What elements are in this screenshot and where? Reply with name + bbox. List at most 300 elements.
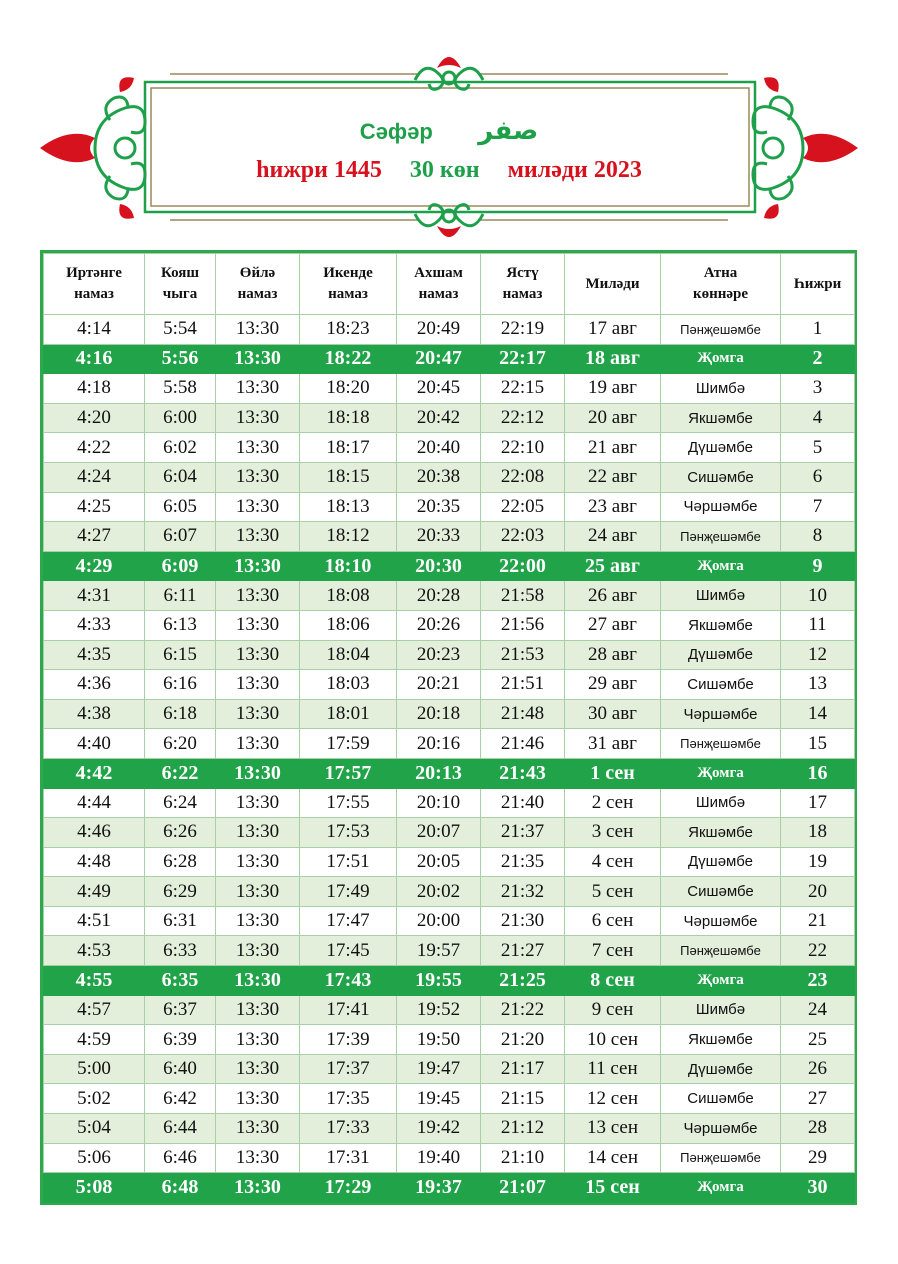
cell-hijri-day: 27 xyxy=(781,1084,855,1114)
cell-hijri-day: 1 xyxy=(781,315,855,345)
cell-weekday: Пәнҗешәмбе xyxy=(661,522,781,552)
cell-night-prayer: 21:48 xyxy=(481,699,565,729)
table-row xyxy=(44,877,855,907)
cell-noon-prayer: 13:30 xyxy=(216,670,300,700)
cell-sunrise: 6:42 xyxy=(145,1084,216,1114)
cell-weekday: Якшәмбе xyxy=(661,403,781,433)
cell-hijri-day: 20 xyxy=(781,877,855,907)
cell-gregorian-date: 1 сен xyxy=(565,758,661,788)
cell-sunrise: 6:37 xyxy=(145,995,216,1025)
cell-weekday: Җомга xyxy=(661,551,781,581)
cell-hijri-day: 18 xyxy=(781,818,855,848)
cell-hijri-day: 29 xyxy=(781,1143,855,1173)
cell-noon-prayer: 13:30 xyxy=(216,1054,300,1084)
cell-morning-prayer: 4:35 xyxy=(44,640,145,670)
cell-night-prayer: 21:32 xyxy=(481,877,565,907)
cell-hijri-day: 15 xyxy=(781,729,855,759)
cell-night-prayer: 22:15 xyxy=(481,374,565,404)
cell-evening-prayer: 20:13 xyxy=(397,758,481,788)
cell-hijri-day: 7 xyxy=(781,492,855,522)
cell-weekday: Чәршәмбе xyxy=(661,492,781,522)
cell-hijri-day: 4 xyxy=(781,403,855,433)
month-name-arabic: صفر xyxy=(478,116,539,146)
cell-gregorian-date: 15 сен xyxy=(565,1173,661,1203)
cell-morning-prayer: 4:53 xyxy=(44,936,145,966)
header-label: Иртәнге xyxy=(66,265,122,281)
cell-night-prayer: 21:15 xyxy=(481,1084,565,1114)
cell-afternoon-prayer: 18:03 xyxy=(300,670,397,700)
cell-noon-prayer: 13:30 xyxy=(216,906,300,936)
cell-sunrise: 5:54 xyxy=(145,315,216,345)
cell-sunrise: 6:20 xyxy=(145,729,216,759)
cell-noon-prayer: 13:30 xyxy=(216,936,300,966)
cell-afternoon-prayer: 18:06 xyxy=(300,610,397,640)
gregorian-year: миләди 2023 xyxy=(507,157,642,183)
header-noon-prayer xyxy=(216,254,300,315)
cell-night-prayer: 21:40 xyxy=(481,788,565,818)
cell-weekday: Чәршәмбе xyxy=(661,699,781,729)
cell-sunrise: 6:00 xyxy=(145,403,216,433)
cell-hijri-day: 22 xyxy=(781,936,855,966)
cell-afternoon-prayer: 18:01 xyxy=(300,699,397,729)
cell-noon-prayer: 13:30 xyxy=(216,1173,300,1203)
cell-afternoon-prayer: 17:41 xyxy=(300,995,397,1025)
cell-morning-prayer: 4:48 xyxy=(44,847,145,877)
cell-gregorian-date: 27 авг xyxy=(565,610,661,640)
cell-noon-prayer: 13:30 xyxy=(216,1025,300,1055)
table-row xyxy=(44,462,855,492)
cell-weekday: Дүшәмбе xyxy=(661,433,781,463)
cell-weekday: Дүшәмбе xyxy=(661,1054,781,1084)
table-row xyxy=(44,610,855,640)
header-label: көннәре xyxy=(692,286,749,302)
cell-evening-prayer: 20:07 xyxy=(397,818,481,848)
cell-weekday: Якшәмбе xyxy=(661,1025,781,1055)
cell-afternoon-prayer: 18:18 xyxy=(300,403,397,433)
cell-morning-prayer: 4:57 xyxy=(44,995,145,1025)
cell-noon-prayer: 13:30 xyxy=(216,610,300,640)
cell-morning-prayer: 4:44 xyxy=(44,788,145,818)
cell-weekday: Җомга xyxy=(661,1173,781,1203)
cell-sunrise: 6:40 xyxy=(145,1054,216,1084)
cell-noon-prayer: 13:30 xyxy=(216,1084,300,1114)
table-row xyxy=(44,818,855,848)
cell-sunrise: 6:33 xyxy=(145,936,216,966)
cell-hijri-day: 30 xyxy=(781,1173,855,1203)
cell-gregorian-date: 9 сен xyxy=(565,995,661,1025)
cell-noon-prayer: 13:30 xyxy=(216,966,300,996)
cell-morning-prayer: 4:46 xyxy=(44,818,145,848)
cell-noon-prayer: 13:30 xyxy=(216,788,300,818)
cell-evening-prayer: 19:47 xyxy=(397,1054,481,1084)
top-tulip-icon xyxy=(437,57,461,68)
cell-weekday: Пәнҗешәмбе xyxy=(661,936,781,966)
cell-noon-prayer: 13:30 xyxy=(216,403,300,433)
cell-afternoon-prayer: 18:20 xyxy=(300,374,397,404)
cell-noon-prayer: 13:30 xyxy=(216,551,300,581)
cell-sunrise: 6:31 xyxy=(145,906,216,936)
cell-evening-prayer: 20:45 xyxy=(397,374,481,404)
table-row xyxy=(44,1143,855,1173)
year-info xyxy=(0,157,898,191)
cell-gregorian-date: 6 сен xyxy=(565,906,661,936)
cell-morning-prayer: 4:42 xyxy=(44,758,145,788)
cell-afternoon-prayer: 17:33 xyxy=(300,1114,397,1144)
header-label: намаз xyxy=(74,286,114,302)
cell-gregorian-date: 31 авг xyxy=(565,729,661,759)
cell-night-prayer: 21:22 xyxy=(481,995,565,1025)
cell-noon-prayer: 13:30 xyxy=(216,1143,300,1173)
days-count: 30 көн xyxy=(409,157,480,183)
cell-evening-prayer: 20:47 xyxy=(397,344,481,374)
cell-evening-prayer: 19:45 xyxy=(397,1084,481,1114)
cell-noon-prayer: 13:30 xyxy=(216,433,300,463)
cell-weekday: Якшәмбе xyxy=(661,610,781,640)
cell-morning-prayer: 4:55 xyxy=(44,966,145,996)
cell-afternoon-prayer: 17:53 xyxy=(300,818,397,848)
cell-sunrise: 6:16 xyxy=(145,670,216,700)
cell-night-prayer: 21:25 xyxy=(481,966,565,996)
cell-gregorian-date: 22 авг xyxy=(565,462,661,492)
cell-morning-prayer: 4:38 xyxy=(44,699,145,729)
cell-evening-prayer: 20:02 xyxy=(397,877,481,907)
cell-evening-prayer: 20:23 xyxy=(397,640,481,670)
cell-gregorian-date: 28 авг xyxy=(565,640,661,670)
cell-gregorian-date: 10 сен xyxy=(565,1025,661,1055)
header-label: намаз xyxy=(418,286,459,302)
cell-sunrise: 6:46 xyxy=(145,1143,216,1173)
cell-morning-prayer: 4:16 xyxy=(44,344,145,374)
header-label: Ястү xyxy=(506,265,539,281)
cell-evening-prayer: 20:49 xyxy=(397,315,481,345)
table-row xyxy=(44,936,855,966)
cell-weekday: Пәнҗешәмбе xyxy=(661,1143,781,1173)
cell-noon-prayer: 13:30 xyxy=(216,877,300,907)
cell-morning-prayer: 4:29 xyxy=(44,551,145,581)
cell-night-prayer: 21:20 xyxy=(481,1025,565,1055)
cell-morning-prayer: 4:36 xyxy=(44,670,145,700)
cell-evening-prayer: 20:18 xyxy=(397,699,481,729)
cell-weekday: Пәнҗешәмбе xyxy=(661,729,781,759)
right-top-leaf-icon xyxy=(764,77,779,92)
cell-sunrise: 6:29 xyxy=(145,877,216,907)
cell-hijri-day: 17 xyxy=(781,788,855,818)
cell-gregorian-date: 8 сен xyxy=(565,966,661,996)
cell-weekday: Җомга xyxy=(661,966,781,996)
header-label: Ахшам xyxy=(414,265,463,281)
cell-evening-prayer: 20:26 xyxy=(397,610,481,640)
cell-night-prayer: 21:35 xyxy=(481,847,565,877)
table-row xyxy=(44,640,855,670)
table-row xyxy=(44,551,855,581)
header-label: Миләди xyxy=(585,275,640,292)
cell-night-prayer: 21:12 xyxy=(481,1114,565,1144)
cell-afternoon-prayer: 18:08 xyxy=(300,581,397,611)
top-center-ornament xyxy=(415,68,483,89)
cell-hijri-day: 25 xyxy=(781,1025,855,1055)
table-row xyxy=(44,1114,855,1144)
cell-evening-prayer: 19:42 xyxy=(397,1114,481,1144)
cell-gregorian-date: 29 авг xyxy=(565,670,661,700)
table-row xyxy=(44,847,855,877)
cell-hijri-day: 26 xyxy=(781,1054,855,1084)
cell-morning-prayer: 4:22 xyxy=(44,433,145,463)
cell-gregorian-date: 14 сен xyxy=(565,1143,661,1173)
cell-noon-prayer: 13:30 xyxy=(216,344,300,374)
cell-hijri-day: 2 xyxy=(781,344,855,374)
cell-noon-prayer: 13:30 xyxy=(216,699,300,729)
cell-weekday: Шимбә xyxy=(661,581,781,611)
cell-gregorian-date: 17 авг xyxy=(565,315,661,345)
cell-night-prayer: 21:10 xyxy=(481,1143,565,1173)
header-label: намаз xyxy=(237,286,278,302)
cell-noon-prayer: 13:30 xyxy=(216,492,300,522)
cell-afternoon-prayer: 18:13 xyxy=(300,492,397,522)
right-ornament xyxy=(753,77,858,218)
cell-morning-prayer: 5:02 xyxy=(44,1084,145,1114)
header-hijri-day xyxy=(781,254,855,315)
cell-evening-prayer: 20:42 xyxy=(397,403,481,433)
cell-weekday: Сишәмбе xyxy=(661,877,781,907)
cell-morning-prayer: 4:24 xyxy=(44,462,145,492)
cell-weekday: Шимбә xyxy=(661,788,781,818)
cell-evening-prayer: 19:52 xyxy=(397,995,481,1025)
cell-evening-prayer: 19:37 xyxy=(397,1173,481,1203)
cell-afternoon-prayer: 17:31 xyxy=(300,1143,397,1173)
cell-morning-prayer: 4:31 xyxy=(44,581,145,611)
cell-sunrise: 5:56 xyxy=(145,344,216,374)
cell-sunrise: 6:04 xyxy=(145,462,216,492)
cell-night-prayer: 22:19 xyxy=(481,315,565,345)
header-night-prayer xyxy=(481,254,565,315)
cell-morning-prayer: 4:20 xyxy=(44,403,145,433)
cell-noon-prayer: 13:30 xyxy=(216,1114,300,1144)
table-row xyxy=(44,729,855,759)
cell-afternoon-prayer: 17:49 xyxy=(300,877,397,907)
cell-afternoon-prayer: 17:39 xyxy=(300,1025,397,1055)
prayer-times-table xyxy=(40,250,857,1205)
cell-afternoon-prayer: 18:15 xyxy=(300,462,397,492)
cell-hijri-day: 5 xyxy=(781,433,855,463)
header-label: Кояш xyxy=(160,265,200,281)
cell-sunrise: 6:11 xyxy=(145,581,216,611)
table-row xyxy=(44,758,855,788)
cell-gregorian-date: 18 авг xyxy=(565,344,661,374)
cell-night-prayer: 22:00 xyxy=(481,551,565,581)
cell-night-prayer: 21:17 xyxy=(481,1054,565,1084)
cell-sunrise: 6:15 xyxy=(145,640,216,670)
cell-sunrise: 6:48 xyxy=(145,1173,216,1203)
frame-lines xyxy=(145,74,755,220)
cell-night-prayer: 21:53 xyxy=(481,640,565,670)
cell-morning-prayer: 4:33 xyxy=(44,610,145,640)
table-row xyxy=(44,1054,855,1084)
cell-hijri-day: 21 xyxy=(781,906,855,936)
cell-night-prayer: 21:30 xyxy=(481,906,565,936)
table-row xyxy=(44,906,855,936)
cell-weekday: Якшәмбе xyxy=(661,818,781,848)
cell-afternoon-prayer: 17:51 xyxy=(300,847,397,877)
cell-hijri-day: 23 xyxy=(781,966,855,996)
cell-night-prayer: 21:58 xyxy=(481,581,565,611)
cell-evening-prayer: 20:16 xyxy=(397,729,481,759)
cell-sunrise: 6:24 xyxy=(145,788,216,818)
cell-gregorian-date: 25 авг xyxy=(565,551,661,581)
cell-evening-prayer: 20:38 xyxy=(397,462,481,492)
left-bottom-leaf-icon xyxy=(119,204,134,219)
cell-weekday: Җомга xyxy=(661,344,781,374)
cell-evening-prayer: 19:40 xyxy=(397,1143,481,1173)
hijri-year: һижри 1445 xyxy=(256,157,382,183)
cell-sunrise: 6:26 xyxy=(145,818,216,848)
cell-afternoon-prayer: 18:17 xyxy=(300,433,397,463)
cell-hijri-day: 16 xyxy=(781,758,855,788)
cell-sunrise: 6:13 xyxy=(145,610,216,640)
cell-evening-prayer: 19:50 xyxy=(397,1025,481,1055)
cell-hijri-day: 9 xyxy=(781,551,855,581)
cell-evening-prayer: 19:55 xyxy=(397,966,481,996)
cell-afternoon-prayer: 17:35 xyxy=(300,1084,397,1114)
cell-weekday: Җомга xyxy=(661,758,781,788)
cell-sunrise: 6:35 xyxy=(145,966,216,996)
cell-hijri-day: 24 xyxy=(781,995,855,1025)
header-gregorian-date xyxy=(565,254,661,315)
cell-gregorian-date: 4 сен xyxy=(565,847,661,877)
table-row xyxy=(44,1084,855,1114)
cell-gregorian-date: 19 авг xyxy=(565,374,661,404)
cell-gregorian-date: 5 сен xyxy=(565,877,661,907)
table-row xyxy=(44,315,855,345)
cell-sunrise: 6:18 xyxy=(145,699,216,729)
cell-night-prayer: 22:10 xyxy=(481,433,565,463)
table-row xyxy=(44,492,855,522)
cell-afternoon-prayer: 18:10 xyxy=(300,551,397,581)
cell-evening-prayer: 19:57 xyxy=(397,936,481,966)
header-label: чыга xyxy=(162,286,198,302)
cell-weekday: Чәршәмбе xyxy=(661,906,781,936)
table-row xyxy=(44,699,855,729)
header-label: намаз xyxy=(328,286,368,302)
cell-gregorian-date: 30 авг xyxy=(565,699,661,729)
header-weekday xyxy=(661,254,781,315)
cell-sunrise: 6:39 xyxy=(145,1025,216,1055)
cell-gregorian-date: 20 авг xyxy=(565,403,661,433)
cell-afternoon-prayer: 17:45 xyxy=(300,936,397,966)
cell-sunrise: 6:05 xyxy=(145,492,216,522)
month-name-latin: Сәфәр xyxy=(359,119,433,144)
cell-afternoon-prayer: 17:37 xyxy=(300,1054,397,1084)
cell-weekday: Дүшәмбе xyxy=(661,640,781,670)
cell-night-prayer: 21:46 xyxy=(481,729,565,759)
cell-afternoon-prayer: 18:22 xyxy=(300,344,397,374)
cell-weekday: Дүшәмбе xyxy=(661,847,781,877)
cell-sunrise: 6:02 xyxy=(145,433,216,463)
table-row xyxy=(44,670,855,700)
cell-night-prayer: 22:05 xyxy=(481,492,565,522)
cell-hijri-day: 28 xyxy=(781,1114,855,1144)
cell-night-prayer: 22:03 xyxy=(481,522,565,552)
header-evening-prayer xyxy=(397,254,481,315)
cell-noon-prayer: 13:30 xyxy=(216,995,300,1025)
header-label: Икенде xyxy=(323,265,373,281)
cell-afternoon-prayer: 18:04 xyxy=(300,640,397,670)
cell-gregorian-date: 2 сен xyxy=(565,788,661,818)
header-sunrise xyxy=(145,254,216,315)
cell-afternoon-prayer: 17:43 xyxy=(300,966,397,996)
cell-noon-prayer: 13:30 xyxy=(216,315,300,345)
table-row xyxy=(44,788,855,818)
cell-morning-prayer: 4:27 xyxy=(44,522,145,552)
cell-morning-prayer: 4:59 xyxy=(44,1025,145,1055)
cell-hijri-day: 12 xyxy=(781,640,855,670)
cell-afternoon-prayer: 17:47 xyxy=(300,906,397,936)
cell-gregorian-date: 7 сен xyxy=(565,936,661,966)
cell-evening-prayer: 20:21 xyxy=(397,670,481,700)
cell-hijri-day: 11 xyxy=(781,610,855,640)
cell-night-prayer: 21:56 xyxy=(481,610,565,640)
header-label: Һижри xyxy=(793,275,842,292)
cell-evening-prayer: 20:10 xyxy=(397,788,481,818)
cell-night-prayer: 21:27 xyxy=(481,936,565,966)
cell-sunrise: 6:07 xyxy=(145,522,216,552)
left-top-leaf-icon xyxy=(119,77,134,92)
cell-noon-prayer: 13:30 xyxy=(216,522,300,552)
table-body xyxy=(44,315,855,1203)
cell-afternoon-prayer: 17:59 xyxy=(300,729,397,759)
cell-gregorian-date: 3 сен xyxy=(565,818,661,848)
cell-hijri-day: 6 xyxy=(781,462,855,492)
cell-noon-prayer: 13:30 xyxy=(216,818,300,848)
table-header-row xyxy=(44,254,855,315)
cell-sunrise: 6:28 xyxy=(145,847,216,877)
cell-gregorian-date: 21 авг xyxy=(565,433,661,463)
cell-night-prayer: 22:08 xyxy=(481,462,565,492)
cell-sunrise: 6:44 xyxy=(145,1114,216,1144)
cell-afternoon-prayer: 18:12 xyxy=(300,522,397,552)
cell-night-prayer: 21:07 xyxy=(481,1173,565,1203)
cell-sunrise: 6:09 xyxy=(145,551,216,581)
cell-afternoon-prayer: 17:57 xyxy=(300,758,397,788)
cell-hijri-day: 10 xyxy=(781,581,855,611)
table-row xyxy=(44,1025,855,1055)
cell-noon-prayer: 13:30 xyxy=(216,729,300,759)
cell-morning-prayer: 5:00 xyxy=(44,1054,145,1084)
table-row xyxy=(44,522,855,552)
cell-weekday: Сишәмбе xyxy=(661,462,781,492)
bottom-center-ornament xyxy=(415,205,483,226)
cell-weekday: Шимбә xyxy=(661,995,781,1025)
table-row xyxy=(44,995,855,1025)
cell-afternoon-prayer: 18:23 xyxy=(300,315,397,345)
cell-morning-prayer: 4:18 xyxy=(44,374,145,404)
cell-noon-prayer: 13:30 xyxy=(216,581,300,611)
cell-morning-prayer: 4:49 xyxy=(44,877,145,907)
table-row xyxy=(44,403,855,433)
cell-noon-prayer: 13:30 xyxy=(216,640,300,670)
cell-hijri-day: 13 xyxy=(781,670,855,700)
cell-afternoon-prayer: 17:29 xyxy=(300,1173,397,1203)
cell-morning-prayer: 4:25 xyxy=(44,492,145,522)
cell-gregorian-date: 24 авг xyxy=(565,522,661,552)
cell-weekday: Сишәмбе xyxy=(661,670,781,700)
cell-evening-prayer: 20:35 xyxy=(397,492,481,522)
cell-gregorian-date: 13 сен xyxy=(565,1114,661,1144)
cell-hijri-day: 14 xyxy=(781,699,855,729)
cell-evening-prayer: 20:40 xyxy=(397,433,481,463)
header-morning-prayer xyxy=(44,254,145,315)
left-ornament xyxy=(40,77,145,218)
cell-sunrise: 5:58 xyxy=(145,374,216,404)
